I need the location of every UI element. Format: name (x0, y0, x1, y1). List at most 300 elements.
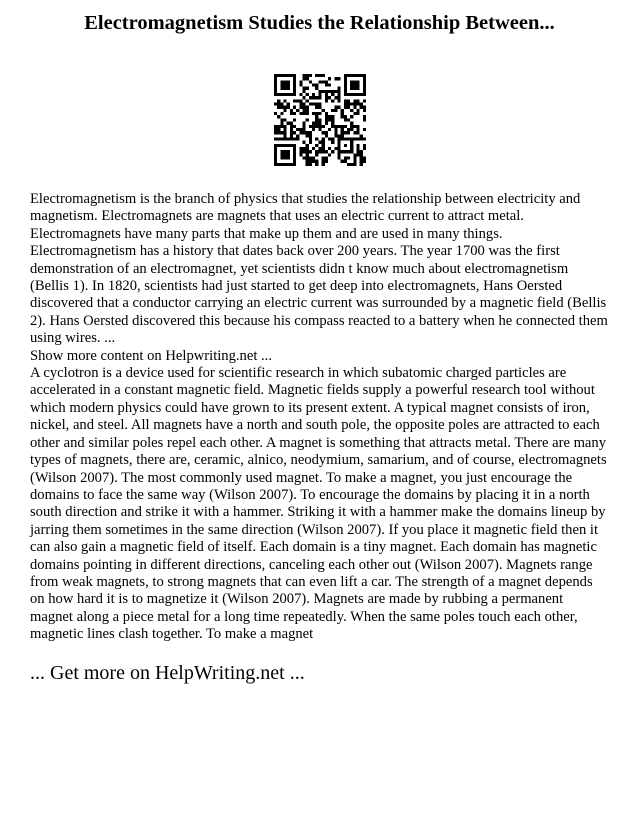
qr-module (277, 163, 280, 166)
qr-module (302, 131, 305, 134)
qr-module (312, 125, 315, 128)
qr-module (353, 87, 356, 90)
qr-module (299, 106, 302, 109)
qr-module (312, 84, 315, 87)
qr-module (362, 84, 365, 87)
qr-module (299, 103, 302, 106)
qr-module (312, 147, 315, 150)
qr-module (327, 115, 330, 118)
qr-module (274, 87, 277, 90)
qr-module (293, 156, 296, 159)
qr-module (327, 77, 330, 80)
qr-module (283, 131, 286, 134)
qr-module (331, 150, 334, 153)
qr-module (331, 137, 334, 140)
qr-module (293, 147, 296, 150)
qr-module (353, 153, 356, 156)
qr-module (293, 137, 296, 140)
qr-module (318, 74, 321, 77)
qr-module (280, 137, 283, 140)
qr-module (289, 131, 292, 134)
qr-module (350, 80, 353, 83)
qr-module (286, 150, 289, 153)
qr-module (302, 125, 305, 128)
qr-module (289, 125, 292, 128)
qr-module (327, 137, 330, 140)
qr-module (280, 80, 283, 83)
qr-module (334, 109, 337, 112)
qr-module (346, 128, 349, 131)
qr-module (324, 118, 327, 121)
qr-module (280, 150, 283, 153)
qr-module (286, 144, 289, 147)
qr-module (277, 106, 280, 109)
qr-module (318, 96, 321, 99)
qr-module (283, 163, 286, 166)
qr-module (327, 96, 330, 99)
qr-module (324, 134, 327, 137)
qr-module (318, 122, 321, 125)
qr-module (305, 118, 308, 121)
qr-module (324, 84, 327, 87)
page-title: Electromagnetism Studies the Relationship Between... (84, 12, 555, 34)
qr-module (356, 147, 359, 150)
qr-module (299, 112, 302, 115)
qr-module (289, 93, 292, 96)
qr-module (337, 106, 340, 109)
qr-module (343, 137, 346, 140)
qr-module (359, 103, 362, 106)
qr-module (286, 122, 289, 125)
qr-module (315, 163, 318, 166)
qr-module (283, 150, 286, 153)
qr-module (280, 156, 283, 159)
qr-module (334, 134, 337, 137)
qr-module (293, 87, 296, 90)
qr-module (280, 103, 283, 106)
qr-module (280, 74, 283, 77)
qr-module (283, 93, 286, 96)
qr-module (356, 80, 359, 83)
qr-module (283, 118, 286, 121)
qr-module (353, 80, 356, 83)
qr-module (277, 131, 280, 134)
qr-module (299, 150, 302, 153)
qr-module (296, 134, 299, 137)
qr-module (302, 103, 305, 106)
qr-module (305, 93, 308, 96)
qr-module (312, 96, 315, 99)
qr-module (324, 99, 327, 102)
qr-module (359, 150, 362, 153)
qr-module (283, 128, 286, 131)
qr-module (353, 156, 356, 159)
qr-code-graphic (274, 74, 366, 166)
qr-module (289, 112, 292, 115)
qr-module (274, 80, 277, 83)
qr-module (346, 118, 349, 121)
qr-module (293, 160, 296, 163)
qr-module (356, 150, 359, 153)
qr-module (293, 99, 296, 102)
qr-module (312, 156, 315, 159)
qr-module (321, 74, 324, 77)
qr-module (343, 131, 346, 134)
qr-module (283, 134, 286, 137)
qr-module (305, 160, 308, 163)
qr-module (308, 131, 311, 134)
qr-module (350, 137, 353, 140)
qr-module (308, 103, 311, 106)
qr-module (274, 74, 277, 77)
qr-module (312, 122, 315, 125)
qr-module (350, 109, 353, 112)
qr-module (293, 77, 296, 80)
qr-module (305, 150, 308, 153)
qr-module (274, 112, 277, 115)
qr-code-icon[interactable] (274, 74, 366, 166)
qr-module (356, 153, 359, 156)
qr-module (286, 80, 289, 83)
qr-module (308, 125, 311, 128)
qr-module (337, 99, 340, 102)
qr-module (362, 109, 365, 112)
qr-module (293, 84, 296, 87)
qr-module (289, 128, 292, 131)
qr-module (362, 80, 365, 83)
qr-module (327, 128, 330, 131)
qr-module (343, 106, 346, 109)
qr-module (315, 144, 318, 147)
qr-module (312, 112, 315, 115)
qr-module (299, 99, 302, 102)
qr-module (318, 150, 321, 153)
qr-module (296, 128, 299, 131)
qr-module (343, 90, 346, 93)
qr-module (331, 93, 334, 96)
qr-module (283, 84, 286, 87)
qr-module (353, 106, 356, 109)
qr-module (302, 112, 305, 115)
qr-module (353, 163, 356, 166)
qr-module (353, 93, 356, 96)
qr-module (327, 118, 330, 121)
qr-module (315, 153, 318, 156)
qr-module (305, 109, 308, 112)
qr-module (343, 80, 346, 83)
qr-module (324, 160, 327, 163)
qr-module (286, 137, 289, 140)
qr-module (350, 87, 353, 90)
qr-module (350, 115, 353, 118)
qr-module (280, 87, 283, 90)
qr-module (286, 87, 289, 90)
qr-module (353, 74, 356, 77)
qr-module (343, 150, 346, 153)
qr-module (331, 99, 334, 102)
qr-module (315, 150, 318, 153)
qr-module (356, 87, 359, 90)
qr-module (359, 134, 362, 137)
qr-module (286, 74, 289, 77)
qr-module (327, 153, 330, 156)
qr-module (350, 141, 353, 144)
qr-module (315, 137, 318, 140)
article-body (30, 191, 609, 644)
qr-module (305, 156, 308, 159)
qr-module (343, 74, 346, 77)
qr-module (293, 93, 296, 96)
qr-module (343, 160, 346, 163)
qr-module (353, 112, 356, 115)
qr-module (305, 112, 308, 115)
qr-module (280, 84, 283, 87)
qr-module (343, 144, 346, 147)
qr-module (324, 131, 327, 134)
qr-module (334, 125, 337, 128)
qr-module (346, 163, 349, 166)
qr-module (359, 156, 362, 159)
qr-module (302, 147, 305, 150)
qr-module (293, 90, 296, 93)
qr-module (359, 137, 362, 140)
qr-module (334, 96, 337, 99)
qr-module (299, 93, 302, 96)
qr-module (296, 137, 299, 140)
qr-module (289, 144, 292, 147)
qr-module (293, 153, 296, 156)
qr-module (343, 77, 346, 80)
qr-module (324, 93, 327, 96)
qr-module (274, 131, 277, 134)
qr-module (286, 103, 289, 106)
qr-module (308, 156, 311, 159)
qr-module (356, 103, 359, 106)
paragraph-intro: Electromagnetism is the branch of physics that studies the relationship between electricity and magnetism. Electromagnets are magnets that uses an electric current to attract metal. Electromagnets have many parts that make up them and are used in many things. (30, 191, 581, 242)
qr-module (283, 99, 286, 102)
qr-module (286, 106, 289, 109)
qr-module (321, 137, 324, 140)
qr-module (277, 99, 280, 102)
qr-module (283, 74, 286, 77)
qr-module (274, 93, 277, 96)
qr-module (283, 144, 286, 147)
qr-module (277, 128, 280, 131)
qr-module (362, 99, 365, 102)
qr-module (274, 77, 277, 80)
qr-module (362, 93, 365, 96)
qr-module (286, 84, 289, 87)
qr-module (277, 103, 280, 106)
qr-module (318, 147, 321, 150)
qr-module (277, 137, 280, 140)
qr-module (356, 128, 359, 131)
qr-module (283, 156, 286, 159)
qr-module (277, 115, 280, 118)
qr-module (308, 134, 311, 137)
qr-module (356, 112, 359, 115)
qr-module (331, 109, 334, 112)
qr-module (337, 141, 340, 144)
qr-module (324, 115, 327, 118)
qr-module (274, 128, 277, 131)
qr-module (305, 134, 308, 137)
qr-module (305, 77, 308, 80)
qr-module (340, 115, 343, 118)
qr-module (293, 125, 296, 128)
qr-module (346, 106, 349, 109)
qr-module (356, 109, 359, 112)
qr-module (337, 147, 340, 150)
qr-module (346, 150, 349, 153)
qr-module (318, 141, 321, 144)
qr-module (280, 93, 283, 96)
qr-module (337, 153, 340, 156)
qr-module (315, 112, 318, 115)
qr-module (340, 112, 343, 115)
qr-module (315, 87, 318, 90)
qr-module (318, 93, 321, 96)
qr-module (362, 106, 365, 109)
qr-module (362, 77, 365, 80)
qr-module (302, 74, 305, 77)
qr-module (315, 74, 318, 77)
qr-module (340, 128, 343, 131)
qr-module (359, 163, 362, 166)
qr-module (274, 163, 277, 166)
show-more-link[interactable]: Show more content on Helpwriting.net ... (30, 347, 272, 364)
qr-module (318, 80, 321, 83)
paragraph-cyclotron: A cyclotron is a device used for scientific research in which subatomic charged particles are accelerated in a constant magnetic field. Magnetic fields supply a powerful research tool without which modern physics could have grown to its present extent. A typical magnet consists of iron, nickel, and steel. All magnets have a north and south pole, the opposite poles are attracted to each other and similar poles repel each other. A magnet is something that attracts metal. There are many types of magnets, there are, ceramic, alnico, neodymium, samarium, and of course, electromagnets (Wilson 2007). The most commonly used magnet. To make a magnet, you just encourage the domains to face the same way (Wilson 2007). To encourage the domains by placing it in a north south direction and strike it with a hammer. Striking it with a hammer make the domains lineup by jarring them sometimes in the same direction (Wilson 2007). If you place it magnetic field then it can also gain a magnetic field of itself. Each domain is a tiny magnet. Each domain has magnetic domains pointing in different directions, canceling each other out (Wilson 2007). Magnets range from weak magnets, to strong magnets that can even lift a car. The strength of a magnet depends on how hard it is to magnetize it (Wilson 2007). Magnets are made by rubbing a permanent magnet along a piece metal for a long time repeatedly. When the same poles touch each other, magnetic lines clash together. To make a magnet (30, 365, 607, 643)
qr-module (346, 137, 349, 140)
qr-module (299, 128, 302, 131)
qr-module (353, 84, 356, 87)
qr-module (362, 144, 365, 147)
qr-module (274, 147, 277, 150)
qr-module (356, 74, 359, 77)
qr-module (321, 150, 324, 153)
qr-module (293, 118, 296, 121)
qr-module (274, 156, 277, 159)
qr-module (343, 125, 346, 128)
qr-module (308, 163, 311, 166)
qr-module (353, 160, 356, 163)
qr-module (305, 163, 308, 166)
qr-module (321, 144, 324, 147)
qr-module (340, 160, 343, 163)
qr-module (315, 84, 318, 87)
qr-module (302, 90, 305, 93)
qr-module (293, 150, 296, 153)
qr-module (343, 115, 346, 118)
qr-module (359, 74, 362, 77)
get-more-link[interactable]: ... Get more on HelpWriting.net ... (30, 661, 305, 684)
qr-module (277, 144, 280, 147)
qr-module (277, 93, 280, 96)
qr-module (305, 106, 308, 109)
qr-module (346, 93, 349, 96)
qr-module (321, 163, 324, 166)
qr-module (350, 163, 353, 166)
qr-module (324, 80, 327, 83)
qr-module (327, 147, 330, 150)
qr-module (362, 115, 365, 118)
qr-module (308, 80, 311, 83)
qr-module (362, 137, 365, 140)
qr-module (343, 84, 346, 87)
qr-module (305, 74, 308, 77)
qr-module (308, 160, 311, 163)
qr-module (334, 106, 337, 109)
qr-module (286, 153, 289, 156)
qr-module (350, 74, 353, 77)
qr-module (274, 153, 277, 156)
qr-module (362, 87, 365, 90)
qr-module (302, 141, 305, 144)
qr-module (356, 84, 359, 87)
qr-module (315, 103, 318, 106)
qr-module (293, 163, 296, 166)
qr-module (324, 150, 327, 153)
qr-module (280, 163, 283, 166)
qr-module (302, 106, 305, 109)
qr-module (337, 134, 340, 137)
qr-module (305, 131, 308, 134)
qr-module (350, 122, 353, 125)
qr-module (321, 125, 324, 128)
qr-module (337, 137, 340, 140)
qr-module (305, 144, 308, 147)
qr-module (350, 150, 353, 153)
qr-module (337, 77, 340, 80)
qr-module (340, 131, 343, 134)
qr-module (299, 131, 302, 134)
qr-module (312, 103, 315, 106)
qr-module (302, 122, 305, 125)
qr-module (286, 163, 289, 166)
qr-module (280, 153, 283, 156)
qr-module (299, 147, 302, 150)
qr-module (324, 122, 327, 125)
qr-module (318, 112, 321, 115)
qr-module (337, 93, 340, 96)
qr-module (283, 106, 286, 109)
qr-module (343, 87, 346, 90)
qr-module (350, 103, 353, 106)
qr-module (302, 156, 305, 159)
qr-module (318, 118, 321, 121)
qr-module (324, 156, 327, 159)
qr-module (299, 84, 302, 87)
qr-module (337, 87, 340, 90)
qr-module (362, 90, 365, 93)
qr-module (312, 93, 315, 96)
qr-module (280, 118, 283, 121)
qr-module (324, 90, 327, 93)
qr-module (299, 153, 302, 156)
qr-module (286, 93, 289, 96)
qr-module (293, 112, 296, 115)
qr-module (308, 137, 311, 140)
qr-module (280, 131, 283, 134)
qr-module (302, 128, 305, 131)
qr-module (296, 109, 299, 112)
qr-module (343, 118, 346, 121)
qr-module (362, 74, 365, 77)
qr-module (337, 96, 340, 99)
qr-module (343, 99, 346, 102)
qr-module (283, 109, 286, 112)
